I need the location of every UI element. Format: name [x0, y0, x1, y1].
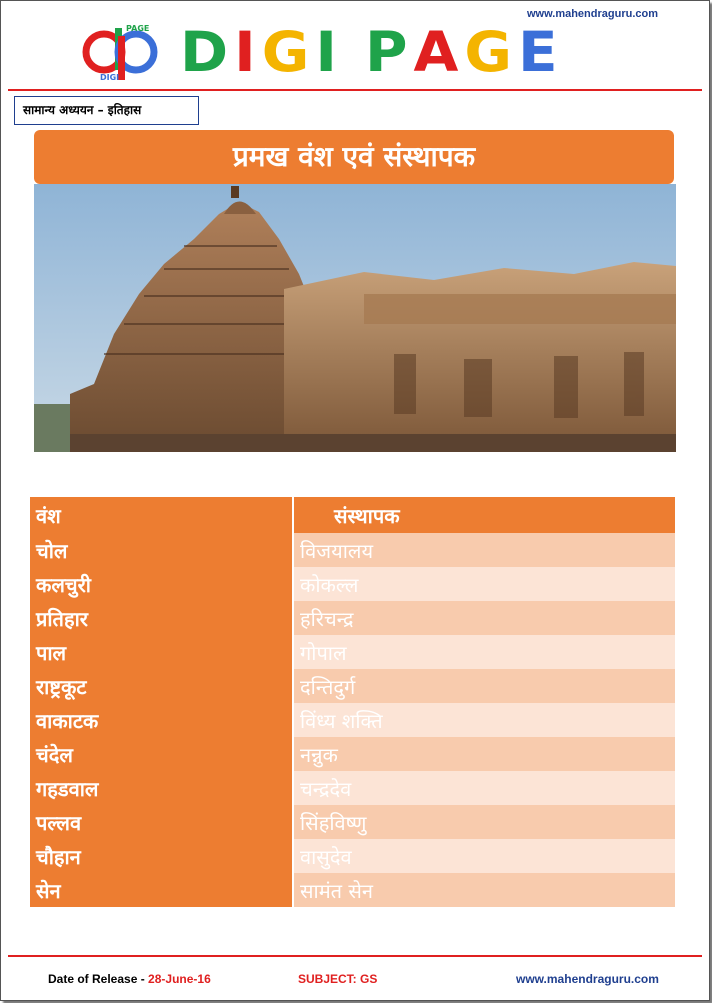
- table-row: [30, 635, 675, 669]
- digi-page-logo: [78, 22, 168, 82]
- dynasty-cell: पाल: [30, 635, 293, 669]
- brand-letter: G: [464, 19, 518, 85]
- brand-letter: E: [517, 19, 564, 85]
- brand-letter: I: [315, 19, 343, 85]
- table-row: [30, 601, 675, 635]
- release-info: [48, 972, 211, 986]
- dynasty-cell: गहडवाल: [30, 771, 293, 805]
- founder-cell: विजयालय: [293, 533, 675, 567]
- page-title: प्रमख वंश एवं संस्थापक: [34, 130, 674, 184]
- founder-cell: सिंहविष्णु: [293, 805, 675, 839]
- dynasty-cell: चौहान: [30, 839, 293, 873]
- table-row: [30, 839, 675, 873]
- founder-cell: सामंत सेन: [293, 873, 675, 907]
- logo-text-page: PAGE: [126, 24, 150, 33]
- table-row: [30, 567, 675, 601]
- release-date: 28-June-16: [148, 972, 211, 986]
- dynasty-cell: सेन: [30, 873, 293, 907]
- founder-cell: गोपाल: [293, 635, 675, 669]
- site-url-top[interactable]: www.mahendraguru.com: [527, 8, 659, 20]
- temple-photo: [34, 184, 676, 452]
- dynasty-cell: वाकाटक: [30, 703, 293, 737]
- dynasty-cell: प्रतिहार: [30, 601, 293, 635]
- header-founder: संस्थापक: [293, 497, 675, 533]
- table-row: [30, 669, 675, 703]
- founder-cell: कोकल्ल: [293, 567, 675, 601]
- table-row: [30, 805, 675, 839]
- founder-cell: वासुदेव: [293, 839, 675, 873]
- table-row: [30, 533, 675, 567]
- founder-cell: चन्द्रदेव: [293, 771, 675, 805]
- subject-footer: SUBJECT: GS: [298, 972, 378, 986]
- brand-letter: I: [234, 19, 262, 85]
- dynasty-founder-table: [30, 497, 675, 907]
- header-dynasty: वंश: [30, 497, 293, 533]
- site-url-footer[interactable]: www.mahendraguru.com: [516, 972, 659, 986]
- brand-letter: G: [261, 19, 316, 85]
- table-row: [30, 703, 675, 737]
- table-row: [30, 737, 675, 771]
- founder-cell: दन्तिदुर्ग: [293, 669, 675, 703]
- dynasty-cell: राष्ट्रकूट: [30, 669, 293, 703]
- table-header-row: [30, 497, 675, 533]
- founder-cell: विंध्य शक्ति: [293, 703, 675, 737]
- brand-letter: D: [180, 19, 235, 85]
- footer-rule: [8, 955, 702, 957]
- subject-label: सामान्य अध्ययन – इतिहास: [14, 96, 199, 125]
- release-label: Date of Release -: [48, 972, 149, 986]
- table-row: [30, 771, 675, 805]
- dynasty-cell: कलचुरी: [30, 567, 293, 601]
- brand-title: [180, 19, 564, 85]
- dynasty-cell: पल्लव: [30, 805, 293, 839]
- table-row: [30, 873, 675, 907]
- dynasty-cell: चोल: [30, 533, 293, 567]
- brand-letter: P: [364, 19, 414, 85]
- founder-cell: नन्नुक: [293, 737, 675, 771]
- brand-letter: A: [413, 19, 465, 85]
- header-rule: [8, 89, 702, 91]
- dynasty-cell: चंदेल: [30, 737, 293, 771]
- logo-text-digi: DIGI: [100, 73, 120, 82]
- founder-cell: हरिचन्द्र: [293, 601, 675, 635]
